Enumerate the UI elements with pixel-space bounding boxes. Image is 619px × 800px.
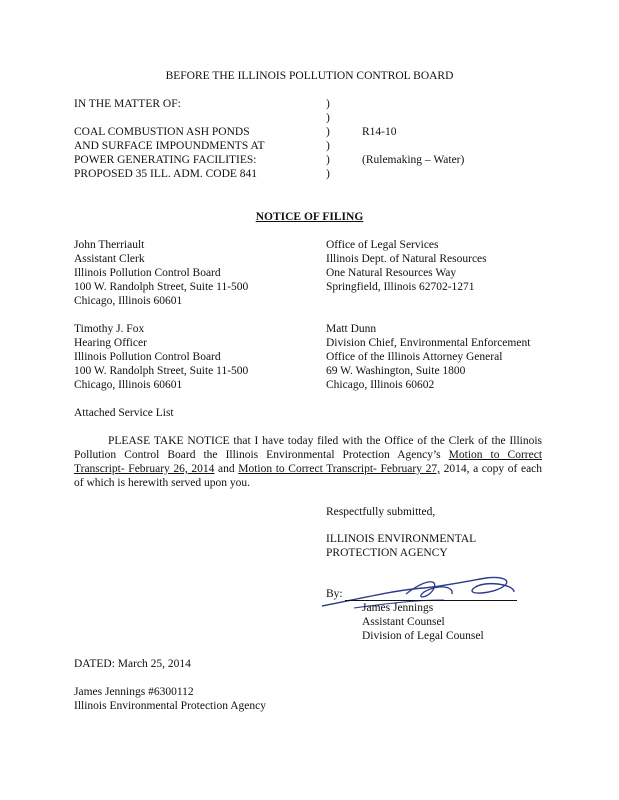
address-line: Chicago, Illinois 60601	[74, 379, 183, 391]
address-line: John Therriault	[74, 239, 145, 251]
address-line: Illinois Pollution Control Board	[74, 267, 221, 279]
closing: Respectfully submitted,	[326, 506, 436, 518]
signer-title: Assistant Counsel	[362, 616, 445, 628]
address-line: Hearing Officer	[74, 337, 147, 349]
address-line: Office of Legal Services	[326, 239, 439, 251]
address-line: Assistant Clerk	[74, 253, 145, 265]
caption-paren: )	[326, 154, 330, 166]
notice-text: PLEASE TAKE NOTICE that I have today filed with the Office of the Clerk of the Illinois Pollution Control Board the Illinois Environmental Protection Agency’s	[74, 435, 542, 461]
address-block-fox	[74, 322, 248, 392]
address-block-dunn	[326, 322, 530, 392]
caption-paren: )	[326, 98, 330, 110]
caption-line-2: AND SURFACE IMPOUNDMENTS AT	[74, 140, 265, 152]
docket-number: R14-10	[362, 126, 397, 138]
caption-line-1: COAL COMBUSTION ASH PONDS	[74, 126, 250, 138]
signer-division: Division of Legal Counsel	[362, 630, 484, 642]
notice-text-end: 2014, a copy of each of which is herewith served upon you.	[74, 463, 543, 489]
attorney-agency: Illinois Environmental Protection Agency	[74, 700, 266, 712]
page-title: BEFORE THE ILLINOIS POLLUTION CONTROL BOARD	[165, 70, 454, 82]
address-line: 100 W. Randolph Street, Suite 11-500	[74, 281, 249, 293]
date-line: DATED: March 25, 2014	[74, 658, 191, 670]
address-line: Chicago, Illinois 60602	[326, 379, 435, 391]
address-block-legal-services	[326, 238, 487, 294]
caption-line-4: PROPOSED 35 ILL. ADM. CODE 841	[74, 168, 258, 180]
address-line: Timothy J. Fox	[74, 323, 145, 335]
caption-paren: )	[326, 140, 330, 152]
notice-title: NOTICE OF FILING	[255, 211, 364, 223]
caption-paren: )	[326, 126, 330, 138]
address-line: 100 W. Randolph Street, Suite 11-500	[74, 365, 249, 377]
address-line: Illinois Pollution Control Board	[74, 351, 221, 363]
caption-paren: )	[326, 112, 330, 124]
address-line: Springfield, Illinois 62702-1271	[326, 281, 475, 293]
address-line: Matt Dunn	[326, 323, 377, 335]
caption-line-3: POWER GENERATING FACILITIES:	[74, 154, 257, 166]
address-line: One Natural Resources Way	[326, 267, 457, 279]
notice-paragraph	[74, 434, 542, 490]
attorney-name: James Jennings #6300112	[74, 686, 194, 698]
attached-service-list: Attached Service List	[74, 407, 174, 419]
notice-text-and: and	[218, 463, 235, 475]
address-line: Office of the Illinois Attorney General	[326, 351, 503, 363]
motion-link-feb-27: Motion to Correct Transcript- February 27,	[238, 463, 440, 475]
signer-name: James Jennings	[362, 602, 434, 614]
agency-name-line-1: ILLINOIS ENVIRONMENTAL	[326, 533, 477, 545]
agency-name-line-2: PROTECTION AGENCY	[326, 547, 448, 559]
motion-link-feb-26: Motion to Correct Transcript- February 26, 2014	[74, 449, 543, 475]
address-line: Division Chief, Environmental Enforcement	[326, 337, 531, 349]
address-line: Chicago, Illinois 60601	[74, 295, 183, 307]
address-line: 69 W. Washington, Suite 1800	[326, 365, 466, 377]
docket-type: (Rulemaking – Water)	[362, 154, 465, 166]
address-line: Illinois Dept. of Natural Resources	[326, 253, 487, 265]
matter-label: IN THE MATTER OF:	[74, 98, 181, 110]
caption-paren: )	[326, 168, 330, 180]
address-block-therriault	[74, 238, 248, 308]
by-label: By:	[326, 588, 343, 600]
